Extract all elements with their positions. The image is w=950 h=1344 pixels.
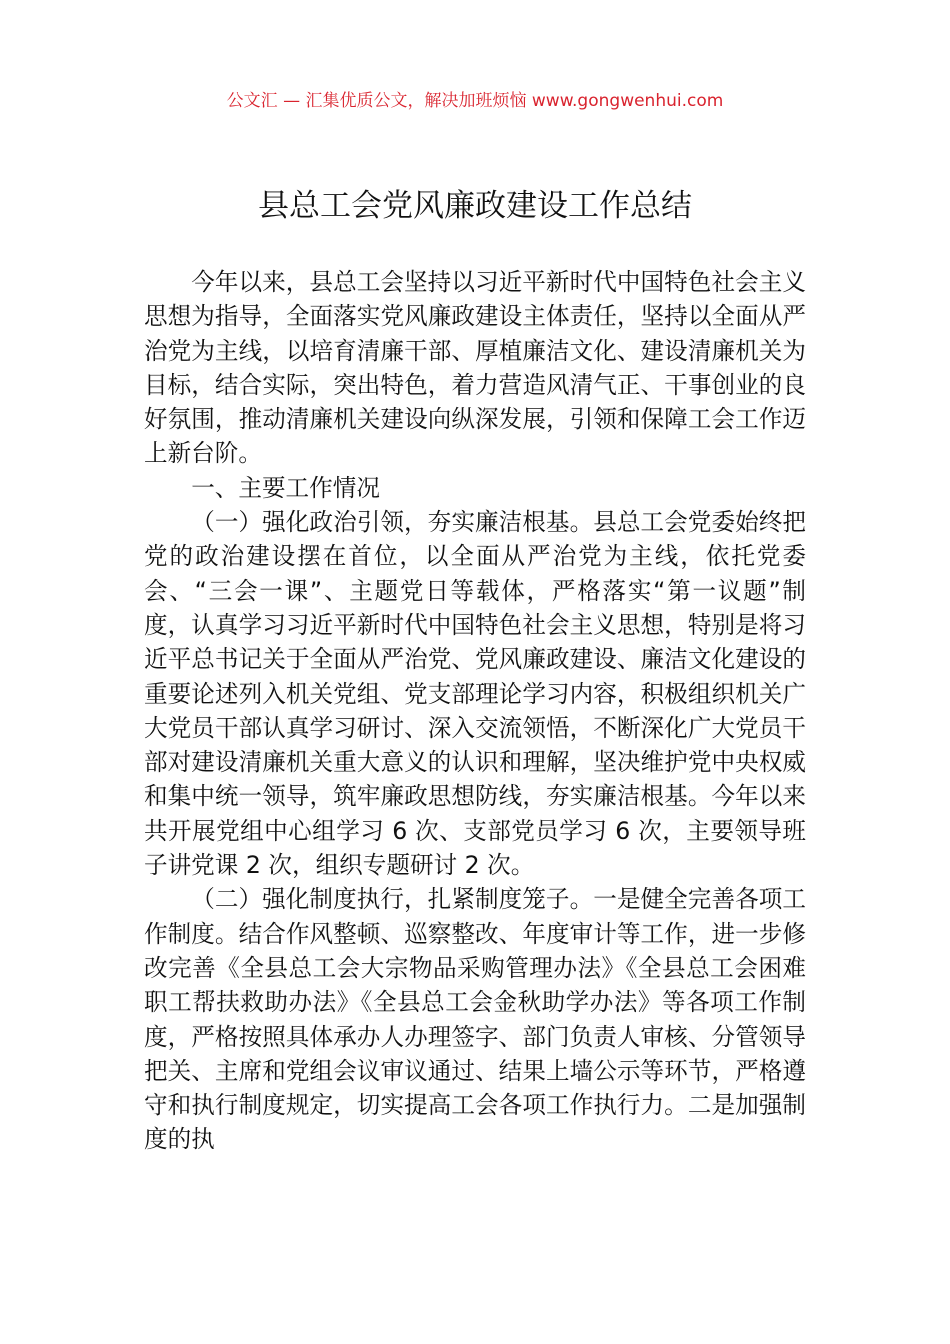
document-body [144,265,806,1157]
intro-paragraph: 今年以来，县总工会坚持以习近平新时代中国特色社会主义思想为指导，全面落实党风廉政建设主体责任，坚持以全面从严治党为主线，以培育清廉干部、厚植廉洁文化、建设清廉机关为目标，结合实际，突出特色，着力营造风清气正、干事创业的良好氛围，推动清廉机关建设向纵深发展，引领和保障工会工作迈上新台阶。 [144,268,806,468]
site-banner: 公文汇 — 汇集优质公文，解决加班烦恼 www.gongwenhui.com [226,91,724,111]
section-heading: 一、主要工作情况 [191,473,380,502]
subsection-1-paragraph: （一）强化政治引领，夯实廉洁根基。县总工会党委始终把党的政治建设摆在首位，以全面从严治党为主线，依托党委会、“三会一课”、主题党日等载体，严格落实“第一议题”制度，认真学习习近平新时代中国特色社会主义思想，特别是将习近平总书记关于全面从严治党、党风廉政建设、廉洁文化建设的重要论述列入机关党组、党支部理论学习内容，积极组织机关广大党员干部认真学习研讨、深入交流领悟，不断深化广大党员干部对建设清廉机关重大意义的认识和理解，坚决维护党中央权威和集中统一领导，筑牢廉政思想防线，夯实廉洁根基。今年以来共开展党组中心组学习 6 次、支部党员学习 6 次，主要领导班子讲党课 2 次，组织专题研讨 2 次。 [144,508,806,880]
document-title: 县总工会党风廉政建设工作总结 [258,188,692,224]
subsection-2-paragraph: （二）强化制度执行，扎紧制度笼子。一是健全完善各项工作制度。结合作风整顿、巡察整改、年度审计等工作，进一步修改完善《全县总工会大宗物品采购管理办法》《全县总工会困难职工帮扶救助办法》《全县总工会金秋助学办法》等各项工作制度，严格按照具体承办人办理签字、部门负责人审核、分管领导把关、主席和党组会议审议通过、结果上墙公示等环节，严格遵守和执行制度规定，切实提高工会各项工作执行力。二是加强制度的执 [144,885,806,1154]
